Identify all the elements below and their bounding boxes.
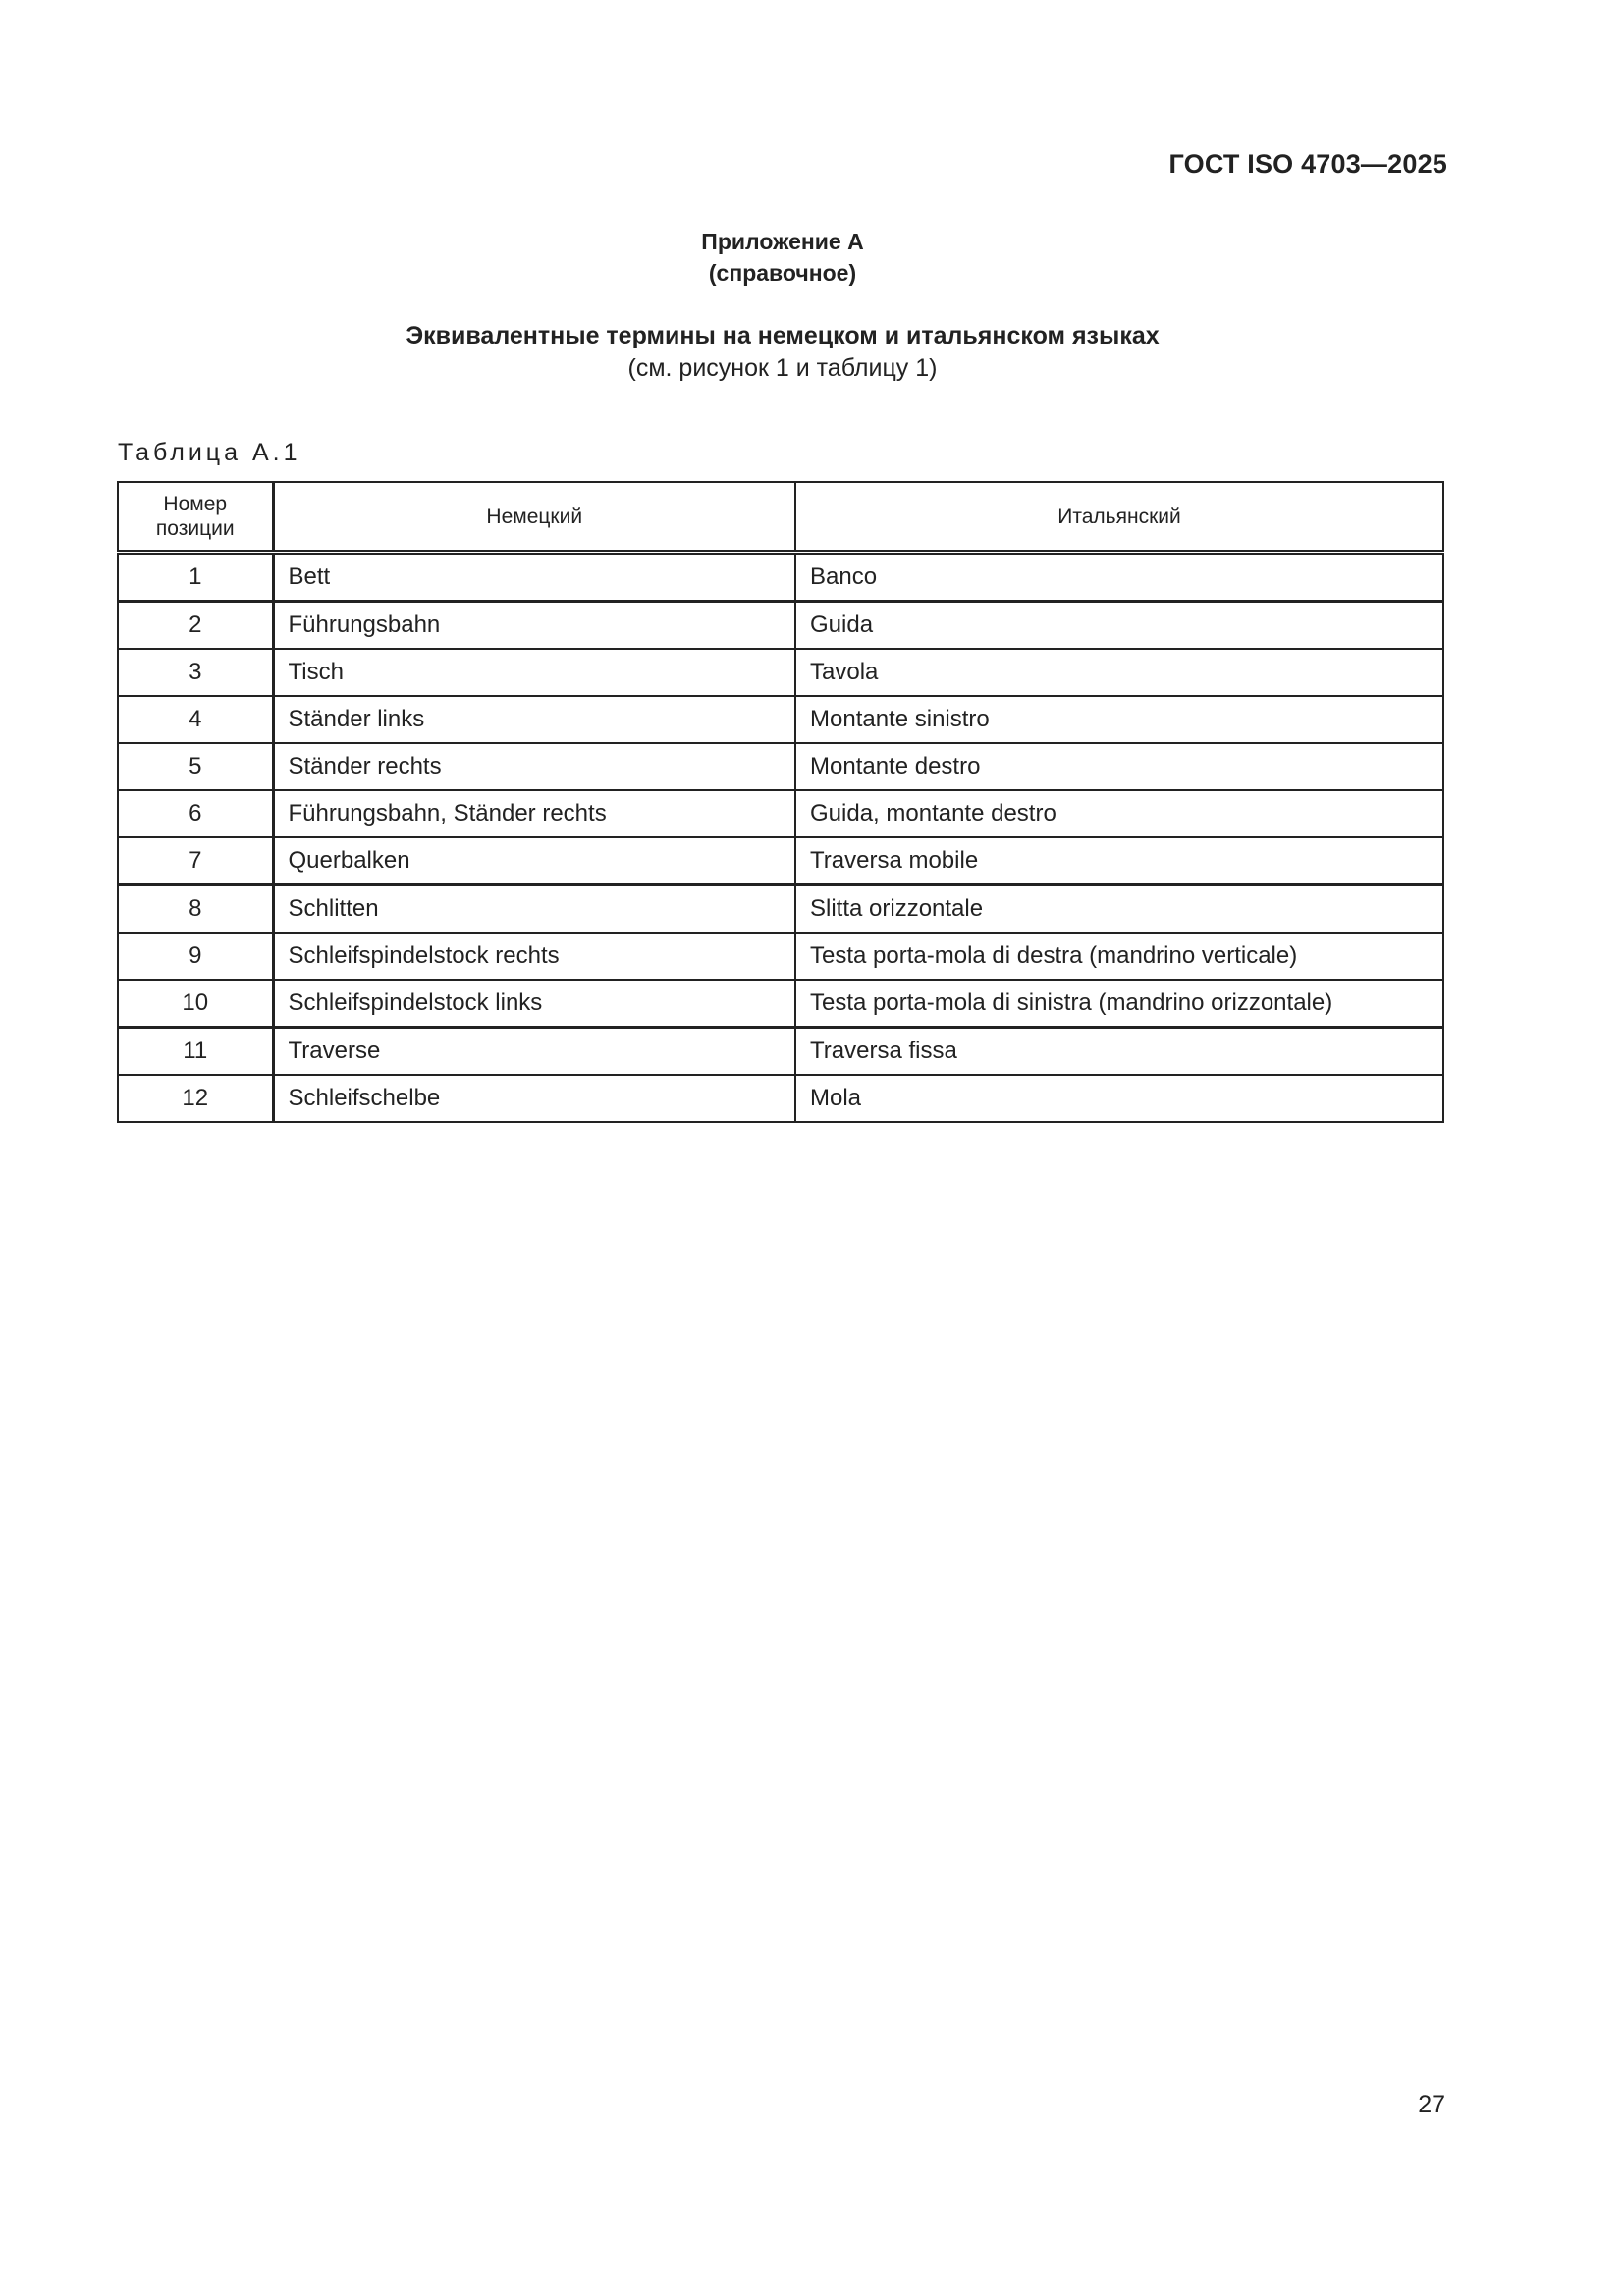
italian-term: Tavola — [795, 649, 1443, 696]
position-number: 12 — [118, 1075, 273, 1122]
position-number: 8 — [118, 885, 273, 934]
italian-term: Traversa mobile — [795, 837, 1443, 885]
german-term: Schleifspindelstock rechts — [273, 933, 795, 980]
german-term: Schleifspindelstock links — [273, 980, 795, 1028]
german-term: Führungsbahn — [273, 602, 795, 650]
german-term: Bett — [273, 553, 795, 602]
document-code: ГОСТ ISO 4703—2025 — [1168, 149, 1447, 179]
header-german: Немецкий — [273, 482, 795, 553]
table-row — [118, 553, 1443, 602]
german-term: Ständer rechts — [273, 743, 795, 790]
german-term: Schleifschelbe — [273, 1075, 795, 1122]
position-number: 11 — [118, 1028, 273, 1076]
terms-table-container — [117, 481, 1442, 1123]
italian-term: Montante destro — [795, 743, 1443, 790]
german-term: Führungsbahn, Ständer rechts — [273, 790, 795, 837]
table-row — [118, 743, 1443, 790]
italian-term: Mola — [795, 1075, 1443, 1122]
german-term: Ständer links — [273, 696, 795, 743]
header-italian: Итальянский — [795, 482, 1443, 553]
table-row — [118, 837, 1443, 885]
italian-term: Slitta orizzontale — [795, 885, 1443, 934]
table-row — [118, 790, 1443, 837]
italian-term: Guida, montante destro — [795, 790, 1443, 837]
table-row — [118, 649, 1443, 696]
position-number: 2 — [118, 602, 273, 650]
table-row — [118, 696, 1443, 743]
table-header-row — [118, 482, 1443, 553]
terms-table — [117, 481, 1444, 1123]
italian-term: Guida — [795, 602, 1443, 650]
italian-term: Testa porta-mola di destra (mandrino verticale) — [795, 933, 1443, 980]
table-row — [118, 1028, 1443, 1076]
table-row — [118, 980, 1443, 1028]
position-number: 3 — [118, 649, 273, 696]
table-row — [118, 933, 1443, 980]
position-number: 10 — [118, 980, 273, 1028]
table-row — [118, 602, 1443, 650]
italian-term: Montante sinistro — [795, 696, 1443, 743]
annex-title: Приложение А — [701, 229, 864, 254]
section-title: Эквивалентные термины на немецком и итальянском языках — [406, 322, 1160, 349]
position-number: 5 — [118, 743, 273, 790]
position-number: 1 — [118, 553, 273, 602]
table-row — [118, 1075, 1443, 1122]
header-position: Номер позиции — [118, 482, 273, 553]
page-number: 27 — [1418, 2091, 1445, 2118]
german-term: Schlitten — [273, 885, 795, 934]
section-reference: (см. рисунок 1 и таблицу 1) — [627, 354, 938, 382]
german-term: Tisch — [273, 649, 795, 696]
german-term: Querbalken — [273, 837, 795, 885]
position-number: 9 — [118, 933, 273, 980]
italian-term: Testa porta-mola di sinistra (mandrino orizzontale) — [795, 980, 1443, 1028]
position-number: 7 — [118, 837, 273, 885]
table-caption: Таблица А.1 — [118, 439, 301, 466]
italian-term: Traversa fissa — [795, 1028, 1443, 1076]
german-term: Traverse — [273, 1028, 795, 1076]
italian-term: Banco — [795, 553, 1443, 602]
position-number: 6 — [118, 790, 273, 837]
annex-subtitle: (справочное) — [708, 260, 857, 286]
table-row — [118, 885, 1443, 934]
position-number: 4 — [118, 696, 273, 743]
